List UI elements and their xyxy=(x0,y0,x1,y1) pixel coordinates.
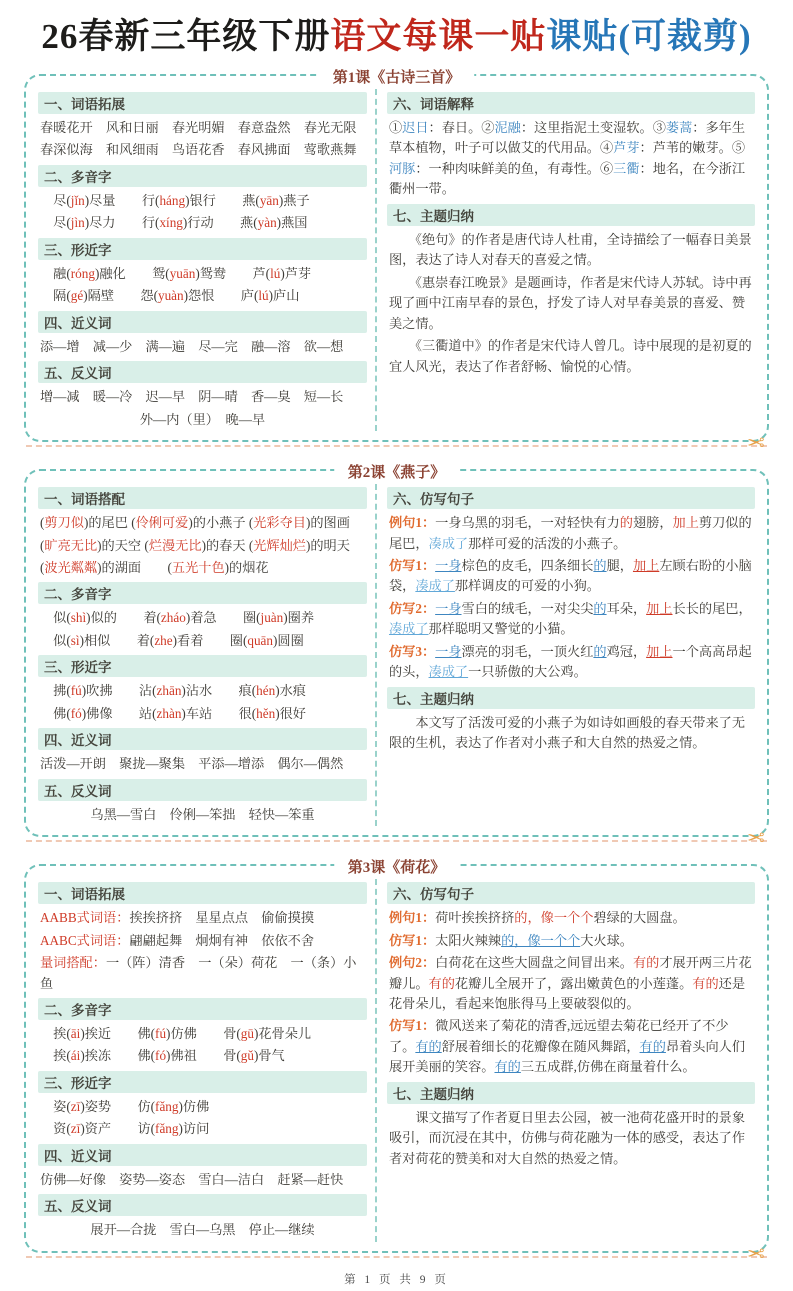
block-heading: 七、主题归纳 xyxy=(387,204,755,226)
text-line xyxy=(38,336,367,358)
text-run: )的明天 xyxy=(305,537,350,553)
block-heading: 二、多音字 xyxy=(38,582,367,604)
text-run: 才展开两三片花瓣儿。 xyxy=(388,955,752,991)
text-run: 例句1： xyxy=(388,515,436,531)
text-line xyxy=(38,804,367,826)
text-run: 翅膀， xyxy=(632,515,673,531)
text-run: )沾水 痕( xyxy=(181,683,257,699)
text-run: 一（阵）清香 一（朵）荷花 一（条）小鱼 xyxy=(40,955,357,991)
columns xyxy=(38,89,755,431)
text-run: 凑成了 xyxy=(388,621,429,637)
text-run: )资产 访( xyxy=(80,1121,156,1137)
block-heading: 二、多音字 xyxy=(38,165,367,187)
text-line xyxy=(38,263,367,285)
text-run: )骨气 xyxy=(253,1048,285,1064)
text-run: )很好 xyxy=(275,705,306,721)
text-run: jìn xyxy=(70,215,85,231)
text-run: 太阳火辣辣 xyxy=(435,932,502,948)
block-heading: 六、词语解释 xyxy=(387,92,755,114)
title-segment-cuttable: 课贴(可裁剪) xyxy=(546,17,752,56)
text-run: 荷叶挨挨挤挤 xyxy=(435,910,515,926)
text-run: 雪白的绒毛，一对尖尖 xyxy=(461,600,594,616)
text-run: 三五成群,仿佛在商量着什么。 xyxy=(520,1059,696,1075)
text-run: 的 xyxy=(593,557,607,573)
text-line xyxy=(38,930,367,952)
text-run: 的 xyxy=(593,600,607,616)
text-run: 有的 xyxy=(632,955,660,971)
text-run: 花瓣儿全展开了，露出嫩黄色的小莲蓬。 xyxy=(454,975,693,991)
block-heading: 六、仿写句子 xyxy=(387,882,755,904)
text-run: 一个高高昂起的头， xyxy=(388,643,752,680)
text-run: 白荷花在这些大圆盘之间冒出来。 xyxy=(435,955,633,971)
text-line xyxy=(38,607,367,629)
text-run: 尽( xyxy=(40,192,71,208)
text-run: 一身 xyxy=(435,557,462,573)
text-run: )挨近 佛( xyxy=(80,1025,156,1041)
text-run: AABC式词语： xyxy=(40,932,130,948)
text-run: lú xyxy=(270,265,281,281)
text-run: 大火球。 xyxy=(580,932,633,948)
text-line xyxy=(38,753,367,775)
block-heading: 四、近义词 xyxy=(38,728,367,750)
lesson-title: 第2课《燕子》 xyxy=(334,461,460,482)
text-run: yàn xyxy=(257,215,277,231)
text-run: ：这里指泥土变湿软。③ xyxy=(520,120,666,135)
text-run: 增—减 暖—冷 迟—早 阴—晴 香—臭 短—长 xyxy=(40,389,344,405)
text-run: )访问 xyxy=(178,1121,210,1137)
text-run: 外—内（里） 晚—早 xyxy=(139,411,266,427)
text-line xyxy=(38,139,367,161)
text-line xyxy=(387,641,755,684)
text-run: )吹拂 沾( xyxy=(81,683,157,699)
text-line xyxy=(38,1023,367,1045)
text-run: )仿佛 xyxy=(178,1098,210,1114)
text-run: )仿佛 骨( xyxy=(166,1025,241,1041)
text-line xyxy=(387,1107,755,1170)
lesson-title: 第1课《古诗三首》 xyxy=(319,66,475,87)
text-run: )的图画 xyxy=(305,515,350,531)
text-run: yuān xyxy=(169,265,196,281)
text-run: 挨( xyxy=(40,1048,71,1064)
text-run: 仿写3： xyxy=(388,643,436,659)
text-run: 有的 xyxy=(415,1038,442,1054)
text-run: 碧绿的大圆盘。 xyxy=(593,910,686,926)
text-run: ( xyxy=(40,537,45,553)
title-segment-grade: 26春新三年级下册 xyxy=(41,17,331,56)
text-line xyxy=(387,512,755,555)
text-run: 旷亮无比 xyxy=(44,537,98,553)
block-heading: 五、反义词 xyxy=(38,779,367,801)
text-line xyxy=(38,1045,367,1067)
text-run: )行动 燕( xyxy=(182,215,258,231)
text-run: 那样可爱的活泼的小燕子。 xyxy=(468,535,627,551)
text-run: )佛像 站( xyxy=(81,705,157,721)
text-run: 一只骄傲的大公鸡。 xyxy=(468,664,587,680)
text-run: )怨恨 庐( xyxy=(183,288,259,304)
text-run: 挨挨挤挤 星星点点 偷偷摸摸 xyxy=(129,910,315,926)
lesson-card xyxy=(24,860,769,1253)
text-line xyxy=(38,285,367,307)
text-run: 漂亮的羽毛，一顶火红 xyxy=(461,643,594,659)
text-run: 《三衢道中》的作者是宋代诗人曾几。诗中展现的是初夏的宜人风光，表达了作者舒畅、愉悦的心情。 xyxy=(388,338,752,374)
text-run: āi xyxy=(70,1025,81,1041)
columns xyxy=(38,484,755,826)
block-heading: 三、形近字 xyxy=(38,238,367,260)
right-column xyxy=(375,879,755,1242)
text-run: 姿( xyxy=(40,1098,71,1114)
text-run: 例句2： xyxy=(388,955,436,971)
text-run: 仿写2： xyxy=(388,600,436,616)
block-heading: 七、主题归纳 xyxy=(387,1082,755,1104)
text-run: 仿写1： xyxy=(388,557,436,573)
text-run: 加上 xyxy=(646,643,673,659)
text-run: )隔壁 怨( xyxy=(83,288,158,304)
text-run: 的 xyxy=(593,643,607,659)
text-run: gé xyxy=(70,288,84,304)
text-run: )花骨朵儿 xyxy=(253,1025,312,1041)
text-run: 凑成了 xyxy=(415,578,455,594)
text-line xyxy=(38,386,367,408)
text-run: 仿佛—好像 姿势—姿态 雪白—洁白 赶紧—赶快 xyxy=(40,1171,344,1187)
title-segment-subject: 语文每课一贴 xyxy=(330,17,547,56)
text-line xyxy=(387,930,755,952)
text-run: 展开—合拢 雪白—乌黑 停止—继续 xyxy=(90,1222,315,1238)
lesson-card xyxy=(24,70,769,442)
cut-line xyxy=(26,431,767,456)
text-run: ：地名，在今浙江衢州一带。 xyxy=(388,160,746,197)
text-run: ：多年生草本植物，叶子可以做艾的代用品。④ xyxy=(388,120,746,156)
text-run: fǎng xyxy=(155,1121,179,1137)
text-run: 加上 xyxy=(646,600,673,616)
text-run: sì xyxy=(70,632,80,648)
text-run: zhàn xyxy=(156,705,182,721)
text-run: 那样聪明又警觉的小猫。 xyxy=(428,621,574,637)
text-run: )芦芽 xyxy=(280,265,312,281)
text-run: 仿写1： xyxy=(388,932,436,948)
text-run: fú xyxy=(155,1025,167,1041)
block-heading: 六、仿写句子 xyxy=(387,487,755,509)
text-run: )相似 着( xyxy=(79,632,155,648)
text-run: )的小燕子 ( xyxy=(188,515,254,531)
text-line xyxy=(38,952,367,995)
sections xyxy=(24,70,769,1267)
text-run: )尽量 行( xyxy=(84,192,160,208)
text-run: )的尾巴 ( xyxy=(83,515,136,531)
text-line xyxy=(387,117,755,201)
scissors-icon: ✂ xyxy=(747,431,765,456)
text-run: 翩翩起舞 炯炯有神 依依不舍 xyxy=(129,932,315,948)
text-run: 加上 xyxy=(632,557,660,573)
text-run: 的，像一个个 xyxy=(514,910,594,926)
text-run: ( xyxy=(40,515,45,531)
text-run: 的，像一个个 xyxy=(501,932,581,948)
text-run: hén xyxy=(256,683,276,699)
right-column xyxy=(375,89,755,431)
text-line xyxy=(387,907,755,929)
text-run: 似( xyxy=(40,632,71,648)
text-run: 棕色的皮毛，四条细长 xyxy=(461,557,594,573)
text-run: 有的 xyxy=(639,1038,666,1054)
block-heading: 五、反义词 xyxy=(38,1194,367,1216)
text-line xyxy=(38,557,367,579)
text-run: juàn xyxy=(260,610,284,626)
text-run: 佛( xyxy=(40,705,71,721)
text-run: )的春天 ( xyxy=(201,537,254,553)
text-run: ái xyxy=(70,1048,81,1064)
text-run: 蒌蒿 xyxy=(665,120,693,135)
text-run: zhān xyxy=(156,683,182,699)
columns xyxy=(38,879,755,1242)
text-line xyxy=(387,335,755,378)
text-run: jǐn xyxy=(70,192,85,208)
left-column xyxy=(38,484,375,826)
text-run: 伶俐可爱 xyxy=(135,515,189,531)
text-run: 一身 xyxy=(435,643,462,659)
text-run: gǔ xyxy=(240,1048,254,1064)
text-run: )融化 鸳( xyxy=(94,265,170,281)
block-heading: 一、词语拓展 xyxy=(38,92,367,114)
text-run: 融( xyxy=(40,265,71,281)
text-run: xíng xyxy=(159,215,183,231)
text-run: )看着 圈( xyxy=(172,632,248,648)
block-heading: 一、词语搭配 xyxy=(38,487,367,509)
text-run: )的天空 ( xyxy=(97,537,149,553)
text-run: ：春日。② xyxy=(428,120,495,135)
text-run: )燕国 xyxy=(276,215,308,231)
text-line xyxy=(38,680,367,702)
text-line xyxy=(387,952,755,1015)
text-run: quān xyxy=(247,632,273,648)
text-line xyxy=(38,117,367,139)
text-line xyxy=(38,1169,367,1191)
text-run: 《绝句》的作者是唐代诗人杜甫，全诗描绘了一幅春日美景图，表达了诗人对春天的喜爱之情。 xyxy=(388,231,752,268)
text-run: 似( xyxy=(40,610,71,626)
text-run: 鸡冠， xyxy=(606,643,647,659)
text-run: yuàn xyxy=(157,288,184,304)
text-run: 凑成了 xyxy=(428,535,469,551)
text-run: 春深似海 和风细雨 鸟语花香 春风拂面 莺歌燕舞 xyxy=(40,142,357,158)
text-line xyxy=(387,1015,755,1078)
text-run: fú xyxy=(70,683,82,699)
text-run: 例句1： xyxy=(388,910,436,926)
text-run: 拂( xyxy=(40,683,71,699)
text-run: shì xyxy=(70,610,87,626)
right-column xyxy=(375,484,755,826)
scissors-icon: ✂ xyxy=(747,1241,765,1266)
text-run: 五光十色 xyxy=(171,559,225,575)
text-line xyxy=(38,1096,367,1118)
text-line xyxy=(38,535,367,557)
text-line xyxy=(38,409,367,431)
text-line xyxy=(38,907,367,929)
text-run: zī xyxy=(70,1121,81,1137)
text-run: 量词搭配： xyxy=(40,955,106,971)
lesson-title: 第3课《荷花》 xyxy=(334,856,460,877)
text-line xyxy=(387,555,755,598)
text-run: 仿写1： xyxy=(388,1018,436,1034)
text-run: 剪刀似 xyxy=(44,515,84,531)
text-run: háng xyxy=(159,192,186,208)
text-line xyxy=(38,212,367,234)
text-run: 芦芽 xyxy=(613,140,640,156)
text-run: )银行 燕( xyxy=(185,192,260,208)
text-run: 隔( xyxy=(40,288,71,304)
text-run: 尽( xyxy=(40,215,71,231)
text-run: fó xyxy=(70,705,82,721)
text-run: )似的 着( xyxy=(86,610,161,626)
text-run: 长长的尾巴， xyxy=(672,600,752,616)
text-run: 昂着头向人们展开美丽的笑容。 xyxy=(388,1038,746,1075)
text-line xyxy=(38,703,367,725)
text-run: 烂漫无比 xyxy=(148,537,202,553)
text-run: 凑成了 xyxy=(428,664,469,680)
text-run: 迟日 xyxy=(402,120,429,135)
left-column xyxy=(38,879,375,1242)
text-run: 河豚 xyxy=(388,160,416,176)
text-run: )庐山 xyxy=(268,288,300,304)
text-run: 乌黑—雪白 伶俐—笨拙 轻快—笨重 xyxy=(90,806,315,822)
text-run: 挨( xyxy=(40,1025,71,1041)
text-run: 《惠崇春江晚景》是题画诗，作者是宋代诗人苏轼。诗中再现了画中江南早春的景色，抒发了诗人对早春美景的喜爱、赞美之情。 xyxy=(388,274,752,331)
text-run: 资( xyxy=(40,1121,71,1137)
block-heading: 四、近义词 xyxy=(38,1144,367,1166)
text-run: 左顾右盼的小脑袋， xyxy=(388,557,752,594)
block-heading: 七、主题归纳 xyxy=(387,687,755,709)
left-column xyxy=(38,89,375,431)
text-run: 活泼—开朗 聚拢—聚集 平添—增添 偶尔—偶然 xyxy=(40,756,344,772)
text-run: )尽力 行( xyxy=(84,215,160,231)
text-run: 一身乌黑的羽毛，一对轻快有力 xyxy=(435,515,620,531)
text-run: ① xyxy=(388,120,403,135)
text-line xyxy=(38,1219,367,1241)
text-run: AABB式词语： xyxy=(40,910,130,926)
text-run: 舒展着细长的花瓣像在随风舞蹈， xyxy=(441,1038,640,1054)
text-line xyxy=(387,229,755,272)
text-run: 波光粼粼 xyxy=(44,559,98,575)
page-title xyxy=(24,16,769,58)
text-run: 的 xyxy=(619,515,633,531)
text-run: 一身 xyxy=(435,600,462,616)
text-run: zī xyxy=(70,1098,81,1114)
text-line xyxy=(38,630,367,652)
text-run: 有的 xyxy=(428,975,455,991)
text-run: 有的 xyxy=(494,1059,521,1075)
text-run: )着急 圈( xyxy=(185,610,261,626)
text-run: 还是花骨朵儿，看起来饱胀得马上要破裂似的。 xyxy=(388,975,746,1011)
text-run: lú xyxy=(258,288,269,304)
text-run: 泥融 xyxy=(494,120,521,135)
text-run: 春暖花开 风和日丽 春光明媚 春意盎然 春光无限 xyxy=(40,120,357,135)
text-run: 那样调皮的可爱的小狗。 xyxy=(454,578,600,594)
text-run: )圆圈 xyxy=(273,632,304,648)
text-run: fǎng xyxy=(155,1098,179,1114)
text-run: ：一种肉味鲜美的鱼，有毒性。⑥ xyxy=(415,160,614,176)
text-run: 有的 xyxy=(692,975,719,991)
text-run: zhe xyxy=(154,632,173,648)
cut-line xyxy=(26,1241,767,1267)
text-run: 耳朵， xyxy=(606,600,647,616)
text-run: 本文写了活泼可爱的小燕子为如诗如画般的春天带来了无限的生机，表达了作者对小燕子和大自然的热爱之情。 xyxy=(388,714,746,751)
text-run: fó xyxy=(155,1048,167,1064)
text-run: )圈养 xyxy=(283,610,315,626)
block-heading: 二、多音字 xyxy=(38,998,367,1020)
block-heading: 三、形近字 xyxy=(38,1071,367,1093)
text-run: 光彩夺目 xyxy=(253,515,306,531)
text-run: )佛祖 骨( xyxy=(166,1048,241,1064)
text-run: )挨冻 佛( xyxy=(80,1048,156,1064)
block-heading: 四、近义词 xyxy=(38,311,367,333)
text-run: )的烟花 xyxy=(224,559,269,575)
text-run: róng xyxy=(70,265,95,281)
text-run: )燕子 xyxy=(278,192,310,208)
text-run: 剪刀似的尾巴， xyxy=(388,515,752,551)
cut-line xyxy=(26,826,767,851)
block-heading: 一、词语拓展 xyxy=(38,882,367,904)
text-run: 微风送来了菊花的清香,远远望去菊花已经开了不少了。 xyxy=(388,1018,729,1054)
text-run: )鸳鸯 芦( xyxy=(195,265,271,281)
text-line xyxy=(38,190,367,212)
text-line xyxy=(38,512,367,534)
page-number: 第 1 页 共 9 页 xyxy=(344,1273,449,1286)
text-run: zháo xyxy=(160,610,186,626)
text-run: 课文描写了作者夏日里去公园，被一池荷花盛开时的景象吸引，而沉浸在其中，仿佛与荷花融为一体的感受，表达了作者对荷花的赞美和对大自然的热爱之情。 xyxy=(388,1109,746,1166)
text-run: ( xyxy=(40,559,45,575)
lesson-card xyxy=(24,465,769,837)
text-run: 加上 xyxy=(672,515,699,531)
text-line xyxy=(387,712,755,755)
text-run: 光辉灿烂 xyxy=(253,537,306,553)
text-run: )的湖面 ( xyxy=(97,559,172,575)
block-heading: 五、反义词 xyxy=(38,361,367,383)
text-line xyxy=(387,598,755,641)
scissors-icon: ✂ xyxy=(747,826,765,851)
text-run: gū xyxy=(240,1025,254,1041)
text-run: 腿， xyxy=(606,557,633,573)
text-run: hěn xyxy=(256,705,276,721)
text-run: )车站 很( xyxy=(181,705,257,721)
text-line xyxy=(387,272,755,335)
text-run: 三衢 xyxy=(613,160,640,176)
text-run: )水痕 xyxy=(275,683,306,699)
block-heading: 三、形近字 xyxy=(38,655,367,677)
text-run: )姿势 仿( xyxy=(80,1098,156,1114)
text-run: yān xyxy=(259,192,279,208)
text-run: 添—增 减—少 满—遍 尽—完 融—溶 欲—想 xyxy=(40,338,344,354)
text-run: ：芦苇的嫩芽。⑤ xyxy=(639,140,746,156)
